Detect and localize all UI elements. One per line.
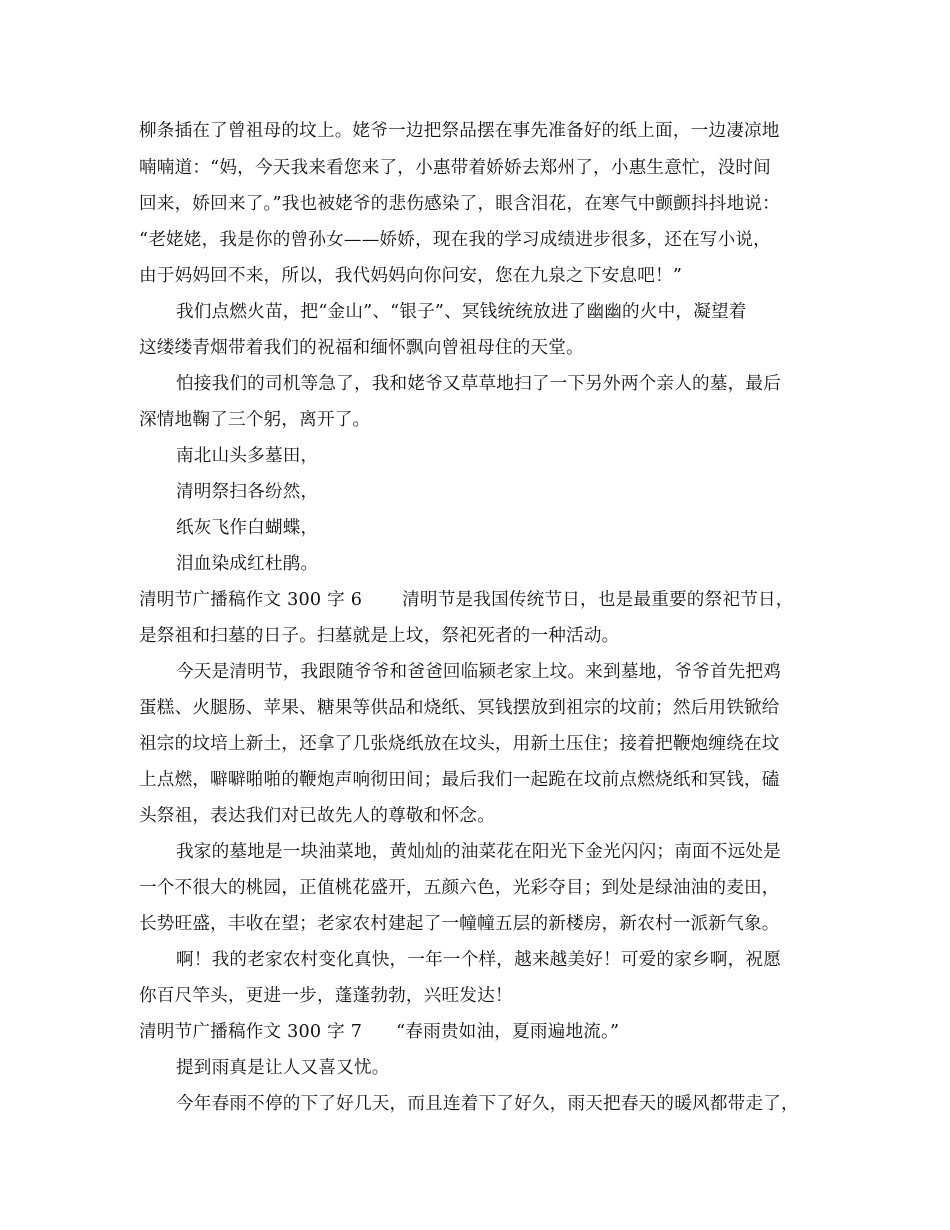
text-line: 你百尺竿头，更进一步，蓬蓬勃勃，兴旺发达！ [139,986,513,1006]
text-line: 清明节是我国传统节日，也是最重要的祭祀节日， [402,590,794,610]
text-line: 怕接我们的司机等急了，我和姥爷又草草地扫了一下另外两个亲人的墓，最后 [176,374,781,394]
text-line: 蛋糕、火腿肠、苹果、糖果等供品和烧纸、冥钱摆放到祖宗的坟前；然后用铁锨给 [139,698,780,718]
text-line: 一个不很大的桃园，正值桃花盛开，五颜六色，光彩夺目；到处是绿油油的麦田， [139,878,780,898]
text-line: 喃喃道：“妈，今天我来看您来了，小惠带着娇娇去郑州了，小惠生意忙，没时间 [139,158,771,178]
text-line: 上点燃，噼噼啪啪的鞭炮声响彻田间；最后我们一起跪在坟前点燃烧纸和冥钱，磕 [139,770,780,790]
text-line: 我家的墓地是一块油菜地，黄灿灿的油菜花在阳光下金光闪闪；南面不远处是 [176,842,781,862]
text-line: 提到雨真是让人又喜又忧。 [176,1058,390,1078]
section-heading-line [139,1020,619,1044]
section-heading-line [139,588,794,612]
text-line: 今天是清明节，我跟随爷爷和爸爸回临颍老家上坟。来到墓地，爷爷首先把鸡 [176,662,781,682]
text-line: “春雨贵如油，夏雨遍地流。” [396,1022,620,1042]
text-line: 头祭祖，表达我们对已故先人的尊敬和怀念。 [139,806,495,826]
section-title: 清明节广播稿作文 300 字 7 [139,1022,363,1042]
text-line: 回来，娇回来了。”我也被姥爷的悲伤感染了，眼含泪花，在寒气中颤颤抖抖地说： [139,194,780,214]
poem-line: 泪血染成红杜鹃。 [176,554,319,574]
text-line: 由于妈妈回不来，所以，我代妈妈向你问安，您在九泉之下安息吧！” [139,266,683,286]
text-line: 深情地鞠了三个躬，离开了。 [139,410,371,430]
text-line: 我们点燃火苗，把“金山”、“银子”、冥钱统统放进了幽幽的火中，凝望着 [176,302,747,322]
section-title: 清明节广播稿作文 300 字 6 [139,590,363,610]
poem-line: 清明祭扫各纷然， [176,482,319,502]
poem-line: 南北山头多墓田， [176,446,319,466]
text-line: 这缕缕青烟带着我们的祝福和缅怀飘向曾祖母住的天堂。 [139,338,584,358]
text-line: 啊！我的老家农村变化真快，一年一个样，越来越美好！可爱的家乡啊，祝愿 [176,950,781,970]
poem-line: 纸灰飞作白蝴蝶， [176,518,319,538]
text-line: “老姥姥，我是你的曾孙女——娇娇，现在我的学习成绩进步很多，还在写小说， [139,230,771,250]
text-line: 祖宗的坟培上新土，还拿了几张烧纸放在坟头，用新土压住；接着把鞭炮缠绕在坟 [139,734,780,754]
text-line: 今年春雨不停的下了好几天，而且连着下了好久，雨天把春天的暖风都带走了， [176,1094,799,1114]
text-line: 是祭祖和扫墓的日子。扫墓就是上坟，祭祀死者的一种活动。 [139,626,620,646]
text-line: 柳条插在了曾祖母的坟上。姥爷一边把祭品摆在事先准备好的纸上面，一边凄凉地 [139,121,780,141]
text-line: 长势旺盛，丰收在望；老家农村建起了一幢幢五层的新楼房，新农村一派新气象。 [139,914,780,934]
